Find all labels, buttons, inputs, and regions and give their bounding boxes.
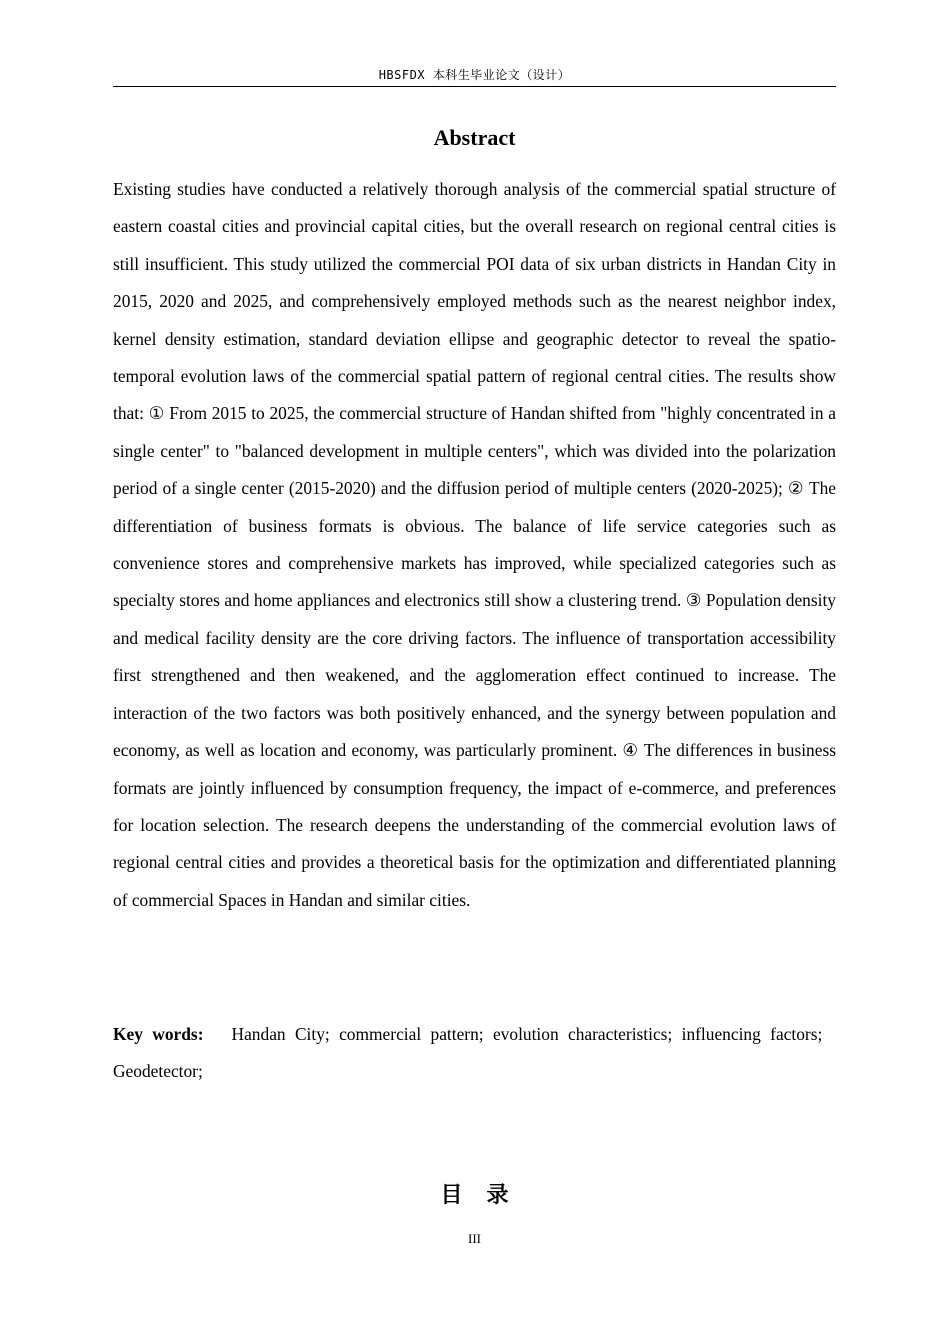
header-text: HBSFDX 本科生毕业论文（设计）	[378, 68, 571, 82]
abstract-body: Existing studies have conducted a relatively thorough analysis of the commercial spatial structure of eastern coastal cities and provincial capital cities, but the overall research on regional central cities is still insufficient. This study utilized the commercial POI data of six urban districts in Handan City in 2015, 2020 and 2025, and comprehensively employed methods such as the nearest neighbor index, kernel density estimation, standard deviation ellipse and geographic detector to reveal the spatio-temporal evolution laws of the commercial spatial pattern of regional central cities. The results show that: ① From 2015 to 2025, the commercial structure of Handan shifted from "highly concentrated in a single center" to "balanced development in multiple centers", which was divided into the polarization period of a single center (2015-2020) and the diffusion period of multiple centers (2020-2025); ② The differentiation of business formats is obvious. The balance of life service categories such as convenience stores and comprehensive markets has improved, while specialized categories such as specialty stores and home appliances and electronics still show a clustering trend. ③ Population density and medical facility density are the core driving factors. The influence of transportation accessibility first strengthened and then weakened, and the agglomeration effect continued to increase. The interaction of the two factors was both positively enhanced, and the synergy between population and economy, as well as location and economy, was particularly prominent. ④ The differences in business formats are jointly influenced by consumption frequency, the impact of e-commerce, and preferences for location selection. The research deepens the understanding of the commercial evolution laws of regional central cities and provides a theoretical basis for the optimization and differentiated planning of commercial Spaces in Handan and similar cities.	[113, 179, 836, 910]
keywords-text: Handan City; commercial pattern; evolution characteristics; influencing factors; Geodetector;	[113, 1024, 836, 1082]
keywords-label: Key words:	[113, 1024, 204, 1044]
page-number: III	[468, 1231, 481, 1246]
page-header	[113, 66, 836, 87]
keywords	[113, 1016, 836, 1091]
abstract-title: Abstract	[433, 125, 516, 150]
toc-title: 目录	[440, 1183, 533, 1208]
